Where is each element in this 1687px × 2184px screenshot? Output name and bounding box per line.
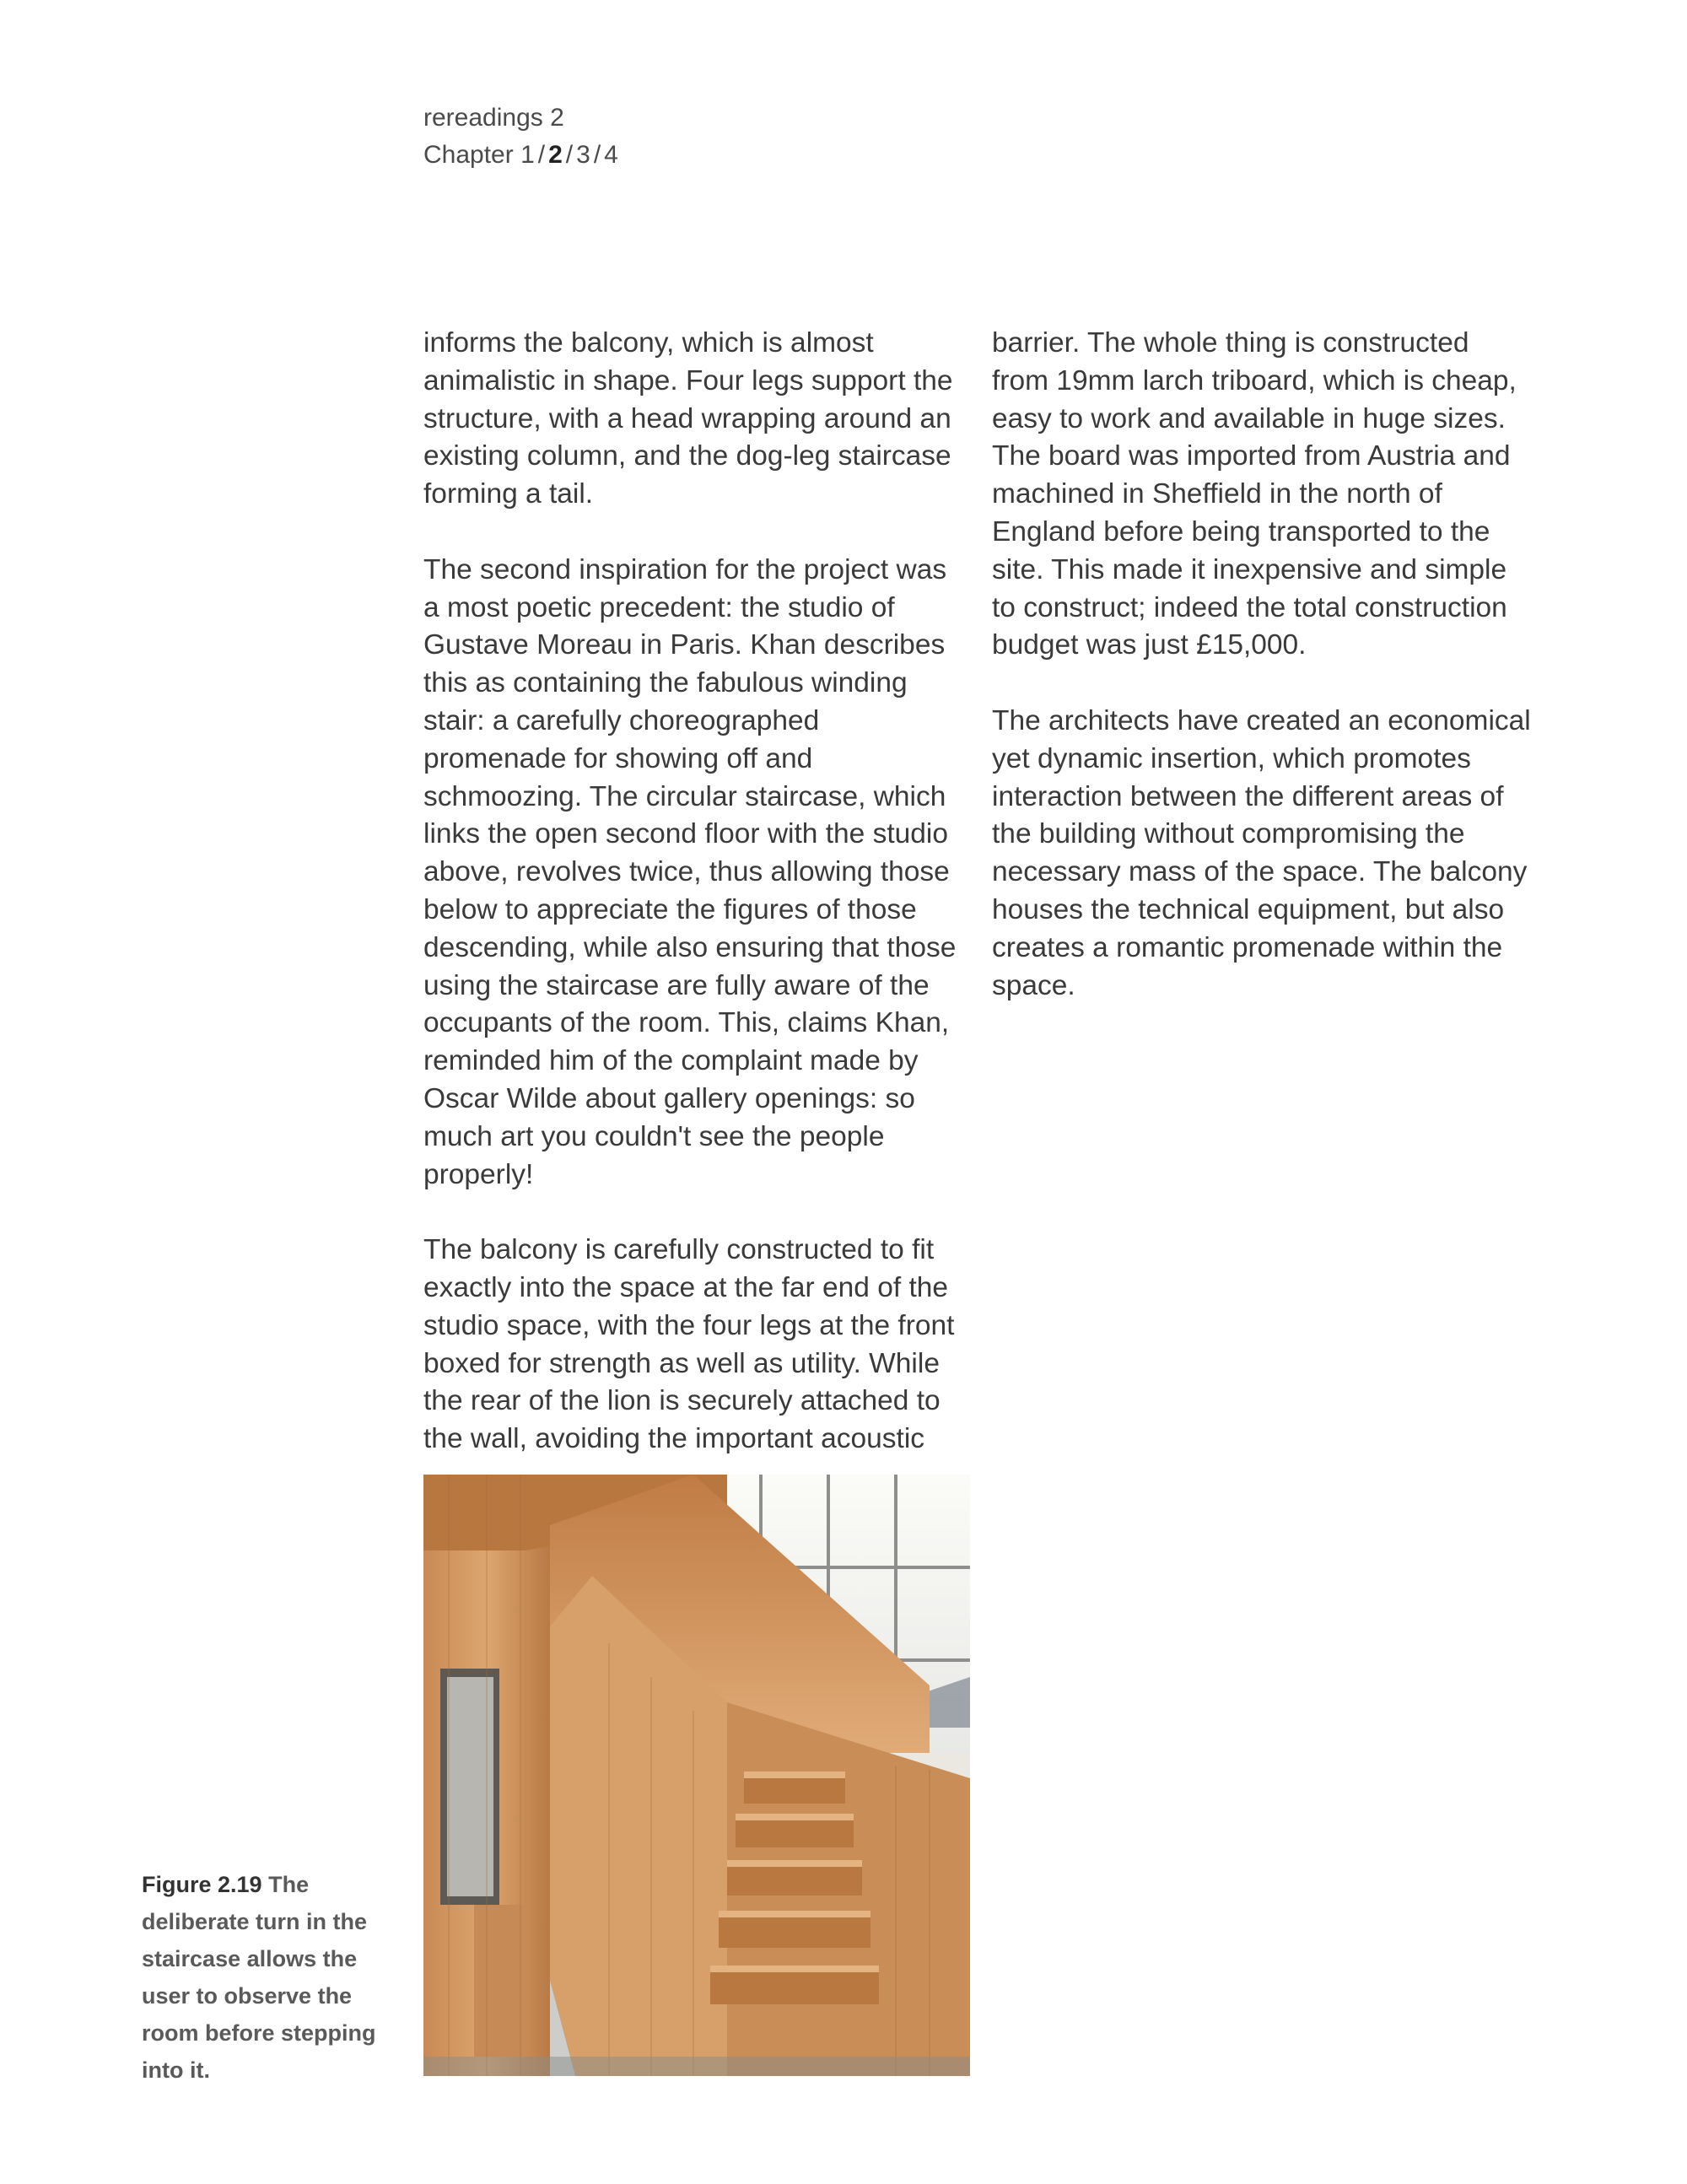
body-paragraph: The balcony is carefully constructed to fit exactly into the space at the far end of the studio space, with the four legs at the front boxed for strength as well as utility. While the rear of the lion is securely attached to the wall, avoiding the important acoustic: [423, 1234, 955, 1455]
body-paragraph: barrier. The whole thing is constructed from 19mm larch triboard, which is cheap, easy to work and available in huge sizes. The board was imported from Austria and machined in Sheffield in the north of England before being transported to the site. This made it inexpensive and simple to construct; indeed the total construction budget was just £15,000.: [992, 327, 1517, 661]
chapter-link-3[interactable]: 3: [576, 141, 590, 169]
figure-caption-text: The deliberate turn in the staircase allows the user to observe the room before stepping into it.: [142, 1872, 376, 2083]
chapter-prefix: Chapter: [423, 141, 514, 169]
staircase-photo: [423, 1475, 970, 2076]
chapter-link-4[interactable]: 4: [604, 141, 618, 169]
chapter-separator: /: [537, 141, 546, 169]
body-paragraph: The architects have created an economical yet dynamic insertion, which promotes interaction between the different areas of the building without compromising the necessary mass of the space. The balcony houses the technical equipment, but also creates a romantic promenade within the space.: [992, 704, 1531, 1001]
left-text-column: [423, 325, 963, 1496]
body-paragraph: The second inspiration for the project was a most poetic precedent: the studio of Gustave Moreau in Paris. Khan describes this as containing the fabulous winding stair: a carefully choreographed promenade for showing off and schmoozing. The circular staircase, which links the open second floor with the studio above, revolves twice, thus allowing those below to appreciate the figures of those descending, while also ensuring that those using the staircase are fully aware of the occupants of the room. This, claims Khan, reminded him of the complaint made by Oscar Wilde about gallery openings: so much art you couldn't see the people properly!: [423, 553, 957, 1190]
chapter-nav: [423, 137, 618, 174]
body-paragraph: informs the balcony, which is almost animalistic in shape. Four legs support the structure, with a head wrapping around an existing column, and the dog-leg staircase forming a tail.: [423, 327, 953, 510]
chapter-separator: /: [565, 141, 574, 169]
running-header: [423, 100, 618, 174]
figure-caption: [142, 1866, 395, 2089]
figure-label: Figure 2.19: [142, 1872, 262, 1897]
right-text-column: [992, 325, 1532, 1043]
chapter-separator: /: [593, 141, 601, 169]
chapter-link-1[interactable]: 1: [520, 141, 535, 169]
book-title: rereadings 2: [423, 104, 564, 132]
chapter-link-2[interactable]: 2: [548, 141, 563, 169]
